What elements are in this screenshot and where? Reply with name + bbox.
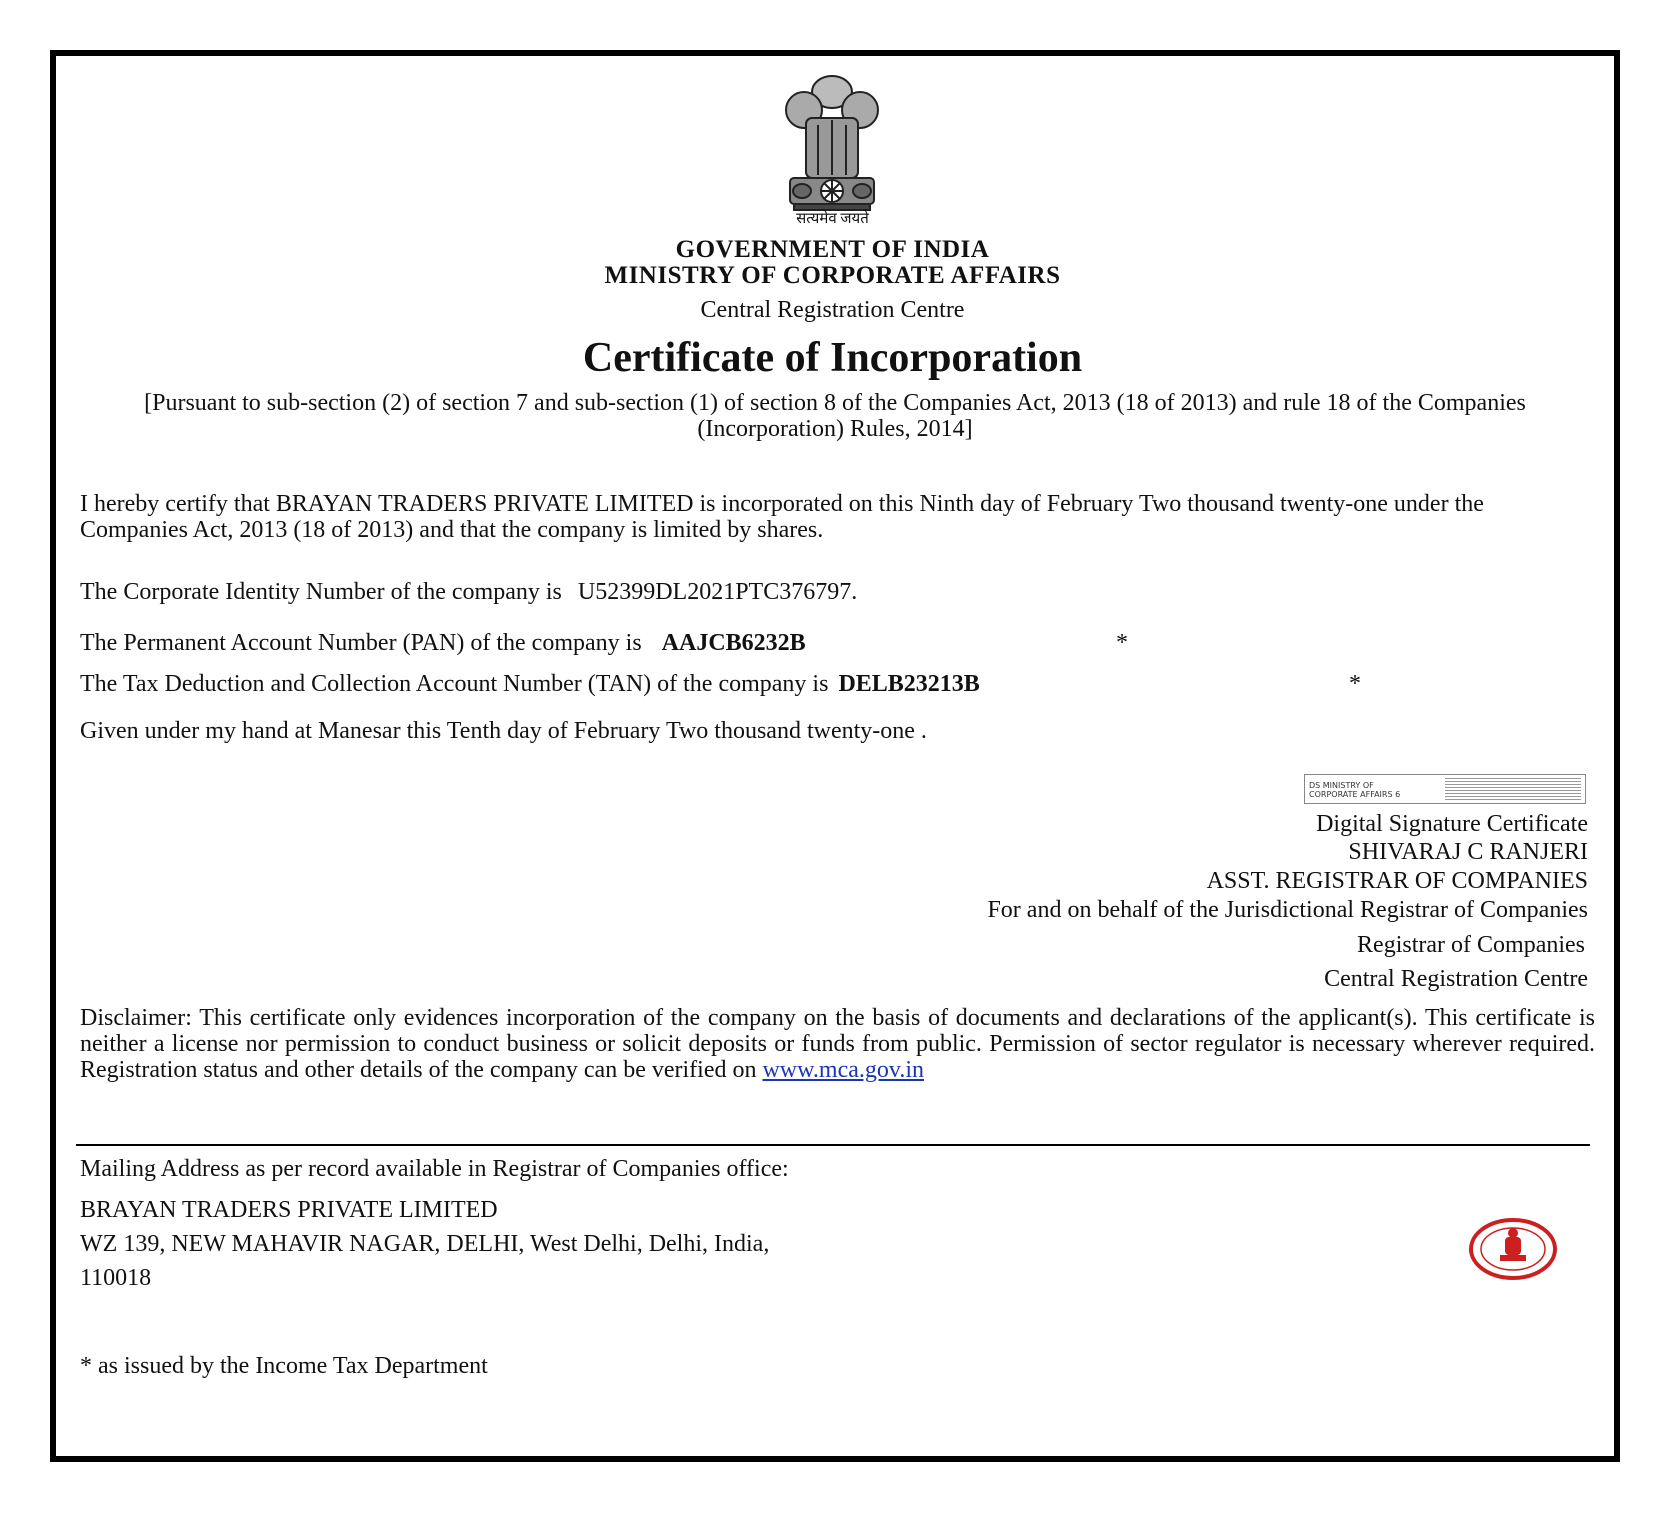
- signatory-behalf: For and on behalf of the Jurisdictional Registrar of Companies: [987, 897, 1588, 923]
- section-divider: [76, 1144, 1590, 1146]
- pursuant-clause: [Pursuant to sub-section (2) of section 7 and sub-section (1) of section 8 of the Companies Act, 2013 (18 of 2013) and rule 18 of the Companies (Incorporation) Rules, 2014]: [144, 390, 1526, 442]
- state-emblem-icon: [768, 70, 896, 220]
- cin-line: [80, 579, 857, 606]
- signatory-name: SHIVARAJ C RANJERI: [1348, 839, 1588, 865]
- tan-label: The Tax Deduction and Collection Account Number (TAN) of the company is: [80, 671, 829, 697]
- ds-label: DS MINISTRY OF CORPORATE AFFAIRS 6: [1309, 781, 1401, 799]
- certify-paragraph: I hereby certify that BRAYAN TRADERS PRIVATE LIMITED is incorporated on this Ninth day of February Two thousand twenty-one under the Companies Act, 2013 (18 of 2013) and that the company is limited by shares.: [80, 491, 1484, 543]
- pan-asterisk: *: [1116, 630, 1128, 656]
- mca-website-link[interactable]: www.mca.gov.in: [762, 1057, 924, 1083]
- mailing-company: BRAYAN TRADERS PRIVATE LIMITED: [80, 1197, 498, 1223]
- mailing-heading: Mailing Address as per record available in Registrar of Companies office:: [80, 1156, 789, 1182]
- signatory-centre: Central Registration Centre: [1324, 966, 1588, 992]
- tan-value: DELB23213B: [838, 671, 980, 697]
- digital-signature-stamp: [1304, 774, 1586, 804]
- tan-asterisk: *: [1349, 671, 1361, 697]
- cin-label: The Corporate Identity Number of the company is: [80, 579, 562, 605]
- disclaimer-text: Disclaimer: This certificate only evidences incorporation of the company on the basis of documents and declarations of the applicant(s). This certificate is neither a license nor permission to conduct business or solicit deposits or funds from public. Permission of sector regulator is necessary wherever required. Registration status and other details of the company can be verified on: [80, 1005, 1595, 1083]
- registration-centre: Central Registration Centre: [700, 297, 965, 323]
- government-heading: GOVERNMENT OF INDIA: [675, 236, 990, 263]
- registrar-seal-icon: [1467, 1217, 1559, 1281]
- mailing-address-line: WZ 139, NEW MAHAVIR NAGAR, DELHI, West Delhi, Delhi, India,: [80, 1231, 770, 1257]
- signatory-designation: ASST. REGISTRAR OF COMPANIES: [1206, 868, 1588, 894]
- signatory-registrar: Registrar of Companies: [1357, 932, 1585, 958]
- pan-line: [80, 630, 806, 657]
- ds-signature-details: [1445, 778, 1581, 800]
- disclaimer-paragraph: [80, 1005, 1595, 1083]
- mailing-pincode: 110018: [80, 1265, 152, 1291]
- ministry-heading: MINISTRY OF CORPORATE AFFAIRS: [604, 262, 1061, 289]
- pan-value: AAJCB6232B: [661, 630, 806, 656]
- page-title: Certificate of Incorporation: [582, 335, 1083, 381]
- pan-label: The Permanent Account Number (PAN) of the company is: [80, 630, 642, 656]
- tan-line: [80, 671, 980, 698]
- motto: सत्यमेव जयते: [796, 211, 869, 227]
- given-line: Given under my hand at Manesar this Tenth day of February Two thousand twenty-one .: [80, 718, 927, 744]
- footnote: * as issued by the Income Tax Department: [80, 1353, 488, 1379]
- signature-dsc: Digital Signature Certificate: [1316, 811, 1588, 837]
- cin-value: U52399DL2021PTC376797.: [577, 579, 858, 605]
